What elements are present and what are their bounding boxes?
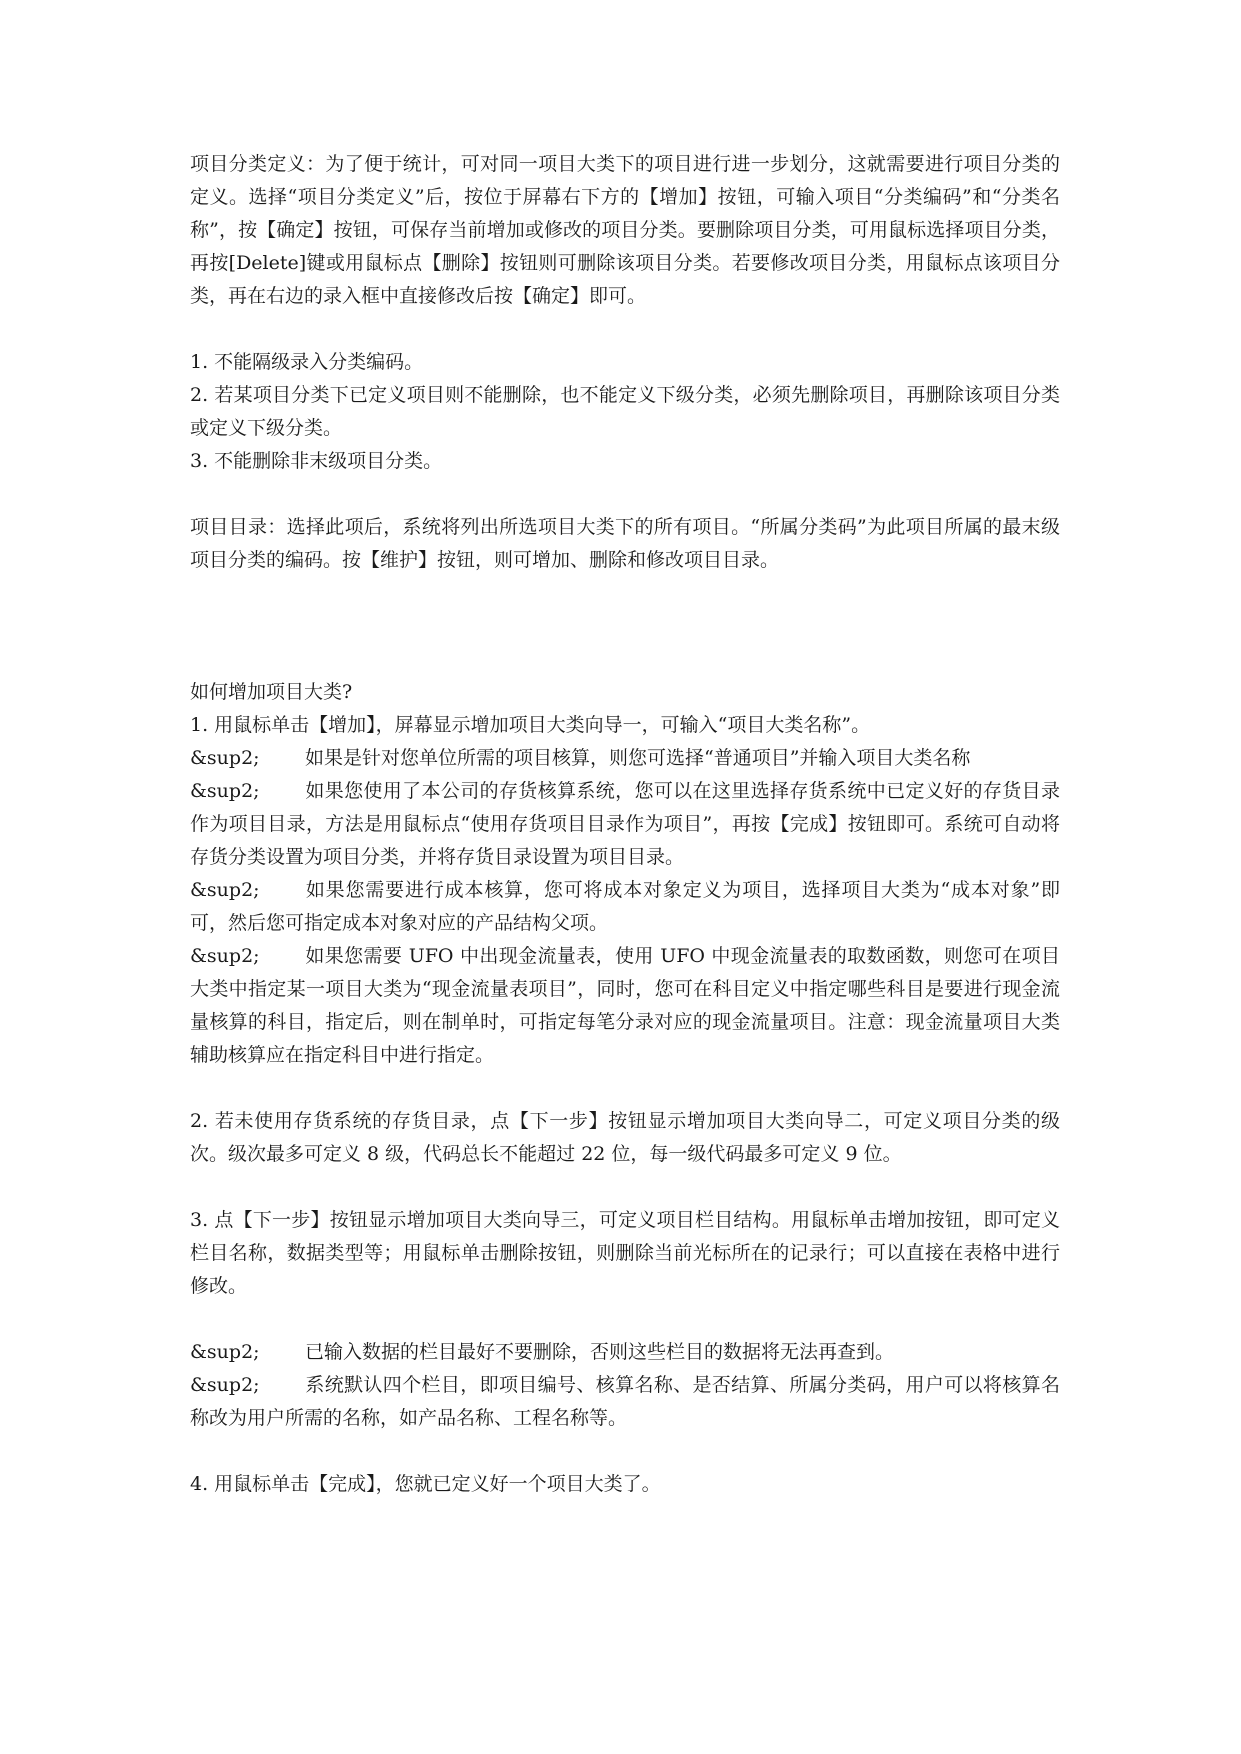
bullet-marker: &sup2;: [190, 945, 260, 967]
bullet-item: [190, 874, 1060, 940]
bullet-text: 如果是针对您单位所需的项目核算，则您可选择“普通项目”并输入项目大类名称: [305, 747, 971, 769]
howto-step-4: 4. 用鼠标单击【完成】，您就已定义好一个项目大类了。: [190, 1473, 661, 1495]
bullet-marker: &sup2;: [190, 747, 260, 769]
bullet-text: 已输入数据的栏目最好不要删除，否则这些栏目的数据将无法再查到。: [305, 1341, 895, 1363]
note-item: 2. 若某项目分类下已定义项目则不能删除，也不能定义下级分类，必须先删除项目，再删除该项目分类或定义下级分类。: [190, 384, 1060, 439]
howto-title: 如何增加项目大类?: [190, 681, 353, 703]
bullet-marker: &sup2;: [190, 1374, 260, 1396]
spacer: [190, 1171, 1060, 1204]
bullet-text: 如果您需要进行成本核算，您可将成本对象定义为项目，选择项目大类为“成本对象”即可，然后您可指定成本对象对应的产品结构父项。: [190, 879, 1060, 934]
howto-step-1: 1. 用鼠标单击【增加】，屏幕显示增加项目大类向导一，可输入“项目大类名称”。: [190, 714, 871, 736]
bullet-text: 如果您需要 UFO 中出现金流量表，使用 UFO 中现金流量表的取数函数，则您可在项目大类中指定某一项目大类为“现金流量表项目”，同时，您可在科目定义中指定哪些科目是要进行现金流量核算的科目，指定后，则在制单时，可指定每笔分录对应的现金流量项目。注意：现金流量项目大类辅助核算应在指定科目中进行指定。: [190, 945, 1060, 1066]
document-page: [190, 148, 1060, 1501]
spacer: [190, 1072, 1060, 1105]
bullet-marker: &sup2;: [190, 879, 260, 901]
note-item: 1. 不能隔级录入分类编码。: [190, 351, 424, 373]
bullet-item: [190, 1336, 1060, 1369]
catalog-paragraph: 项目目录：选择此项后，系统将列出所选项目大类下的所有项目。“所属分类码”为此项目所属的最末级项目分类的编码。按【维护】按钮，则可增加、删除和修改项目目录。: [190, 516, 1060, 571]
bullet-text: 系统默认四个栏目，即项目编号、核算名称、是否结算、所属分类码，用户可以将核算名称改为用户所需的名称，如产品名称、工程名称等。: [190, 1374, 1060, 1429]
spacer: [190, 478, 1060, 511]
spacer: [190, 1435, 1060, 1468]
howto-step-3: 3. 点【下一步】按钮显示增加项目大类向导三，可定义项目栏目结构。用鼠标单击增加按钮，即可定义栏目名称，数据类型等；用鼠标单击删除按钮，则删除当前光标所在的记录行；可以直接在表格中进行修改。: [190, 1209, 1060, 1297]
bullet-item: [190, 742, 1060, 775]
note-item: 3. 不能删除非末级项目分类。: [190, 450, 443, 472]
category-definition-paragraph: 项目分类定义：为了便于统计，可对同一项目大类下的项目进行进一步划分，这就需要进行项目分类的定义。选择“项目分类定义”后，按位于屏幕右下方的【增加】按钮，可输入项目“分类编码”和“分类名称”，按【确定】按钮，可保存当前增加或修改的项目分类。要删除项目分类，可用鼠标选择项目分类，再按[Delete]键或用鼠标点【删除】按钮则可删除该项目分类。若要修改项目分类，用鼠标点该项目分类，再在右边的录入框中直接修改后按【确定】即可。: [190, 153, 1060, 307]
bullet-item: [190, 1369, 1060, 1435]
bullet-item: [190, 940, 1060, 1072]
bullet-item: [190, 775, 1060, 874]
spacer: [190, 1303, 1060, 1336]
howto-step-2: 2. 若未使用存货系统的存货目录，点【下一步】按钮显示增加项目大类向导二，可定义项目分类的级次。级次最多可定义 8 级，代码总长不能超过 22 位，每一级代码最多可定义 9 位。: [190, 1110, 1060, 1165]
bullet-marker: &sup2;: [190, 1341, 260, 1363]
spacer: [190, 313, 1060, 346]
bullet-marker: &sup2;: [190, 780, 260, 802]
bullet-text: 如果您使用了本公司的存货核算系统，您可以在这里选择存货系统中已定义好的存货目录作为项目目录，方法是用鼠标点“使用存货项目目录作为项目”，再按【完成】按钮即可。系统可自动将存货分类设置为项目分类，并将存货目录设置为项目目录。: [190, 780, 1060, 868]
spacer: [190, 577, 1060, 676]
